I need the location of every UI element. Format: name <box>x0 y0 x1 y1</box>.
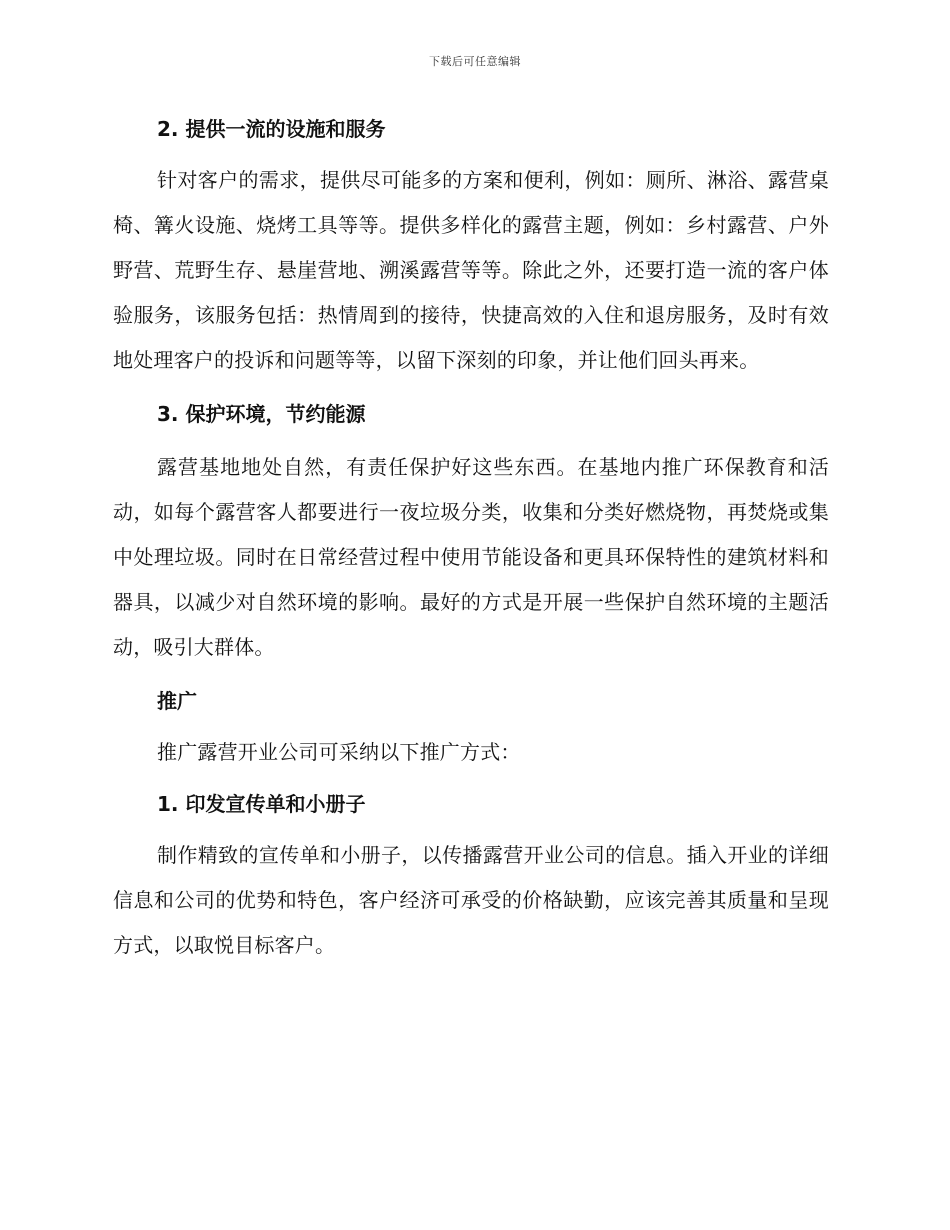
section-heading-environment: 3. 保护环境，节约能源 <box>157 402 366 426</box>
paragraph-promotion-intro: 推广露营开业公司可采纳以下推广方式： <box>157 740 521 764</box>
paragraph-environment: 露营基地地处自然，有责任保护好这些东西。在基地内推广环保教育和活动，如每个露营客人都要进行一夜垃圾分类，收集和分类好燃烧物，再焚烧或集中处理垃圾。同时在日常经营过程中使用节能设备和更具环保特性的建筑材料和器具，以减少对自然环境的影响。最好的方式是开展一些保护自然环境的主题活动，吸引大群体。 <box>113 455 829 659</box>
paragraph-flyers: 制作精致的宣传单和小册子，以传播露营开业公司的信息。插入开业的详细信息和公司的优势和特色，客户经济可承受的价格缺勤，应该完善其质量和呈现方式，以取悦目标客户。 <box>113 843 829 957</box>
page-header: 下载后可任意编辑 <box>429 55 521 68</box>
paragraph-facilities: 针对客户的需求，提供尽可能多的方案和便利，例如：厕所、淋浴、露营桌椅、篝火设施、烧烤工具等等。提供多样化的露营主题，例如：乡村露营、户外野营、荒野生存、悬崖营地、溯溪露营等等。除此之外，还要打造一流的客户体验服务，该服务包括：热情周到的接待，快捷高效的入住和退房服务，及时有效地处理客户的投诉和问题等等，以留下深刻的印象，并让他们回头再来。 <box>113 168 829 372</box>
section-heading-promotion: 推广 <box>157 689 197 713</box>
document-body <box>113 112 829 968</box>
section-heading-facilities: 2. 提供一流的设施和服务 <box>157 117 386 141</box>
section-heading-flyers: 1. 印发宣传单和小册子 <box>157 792 366 816</box>
